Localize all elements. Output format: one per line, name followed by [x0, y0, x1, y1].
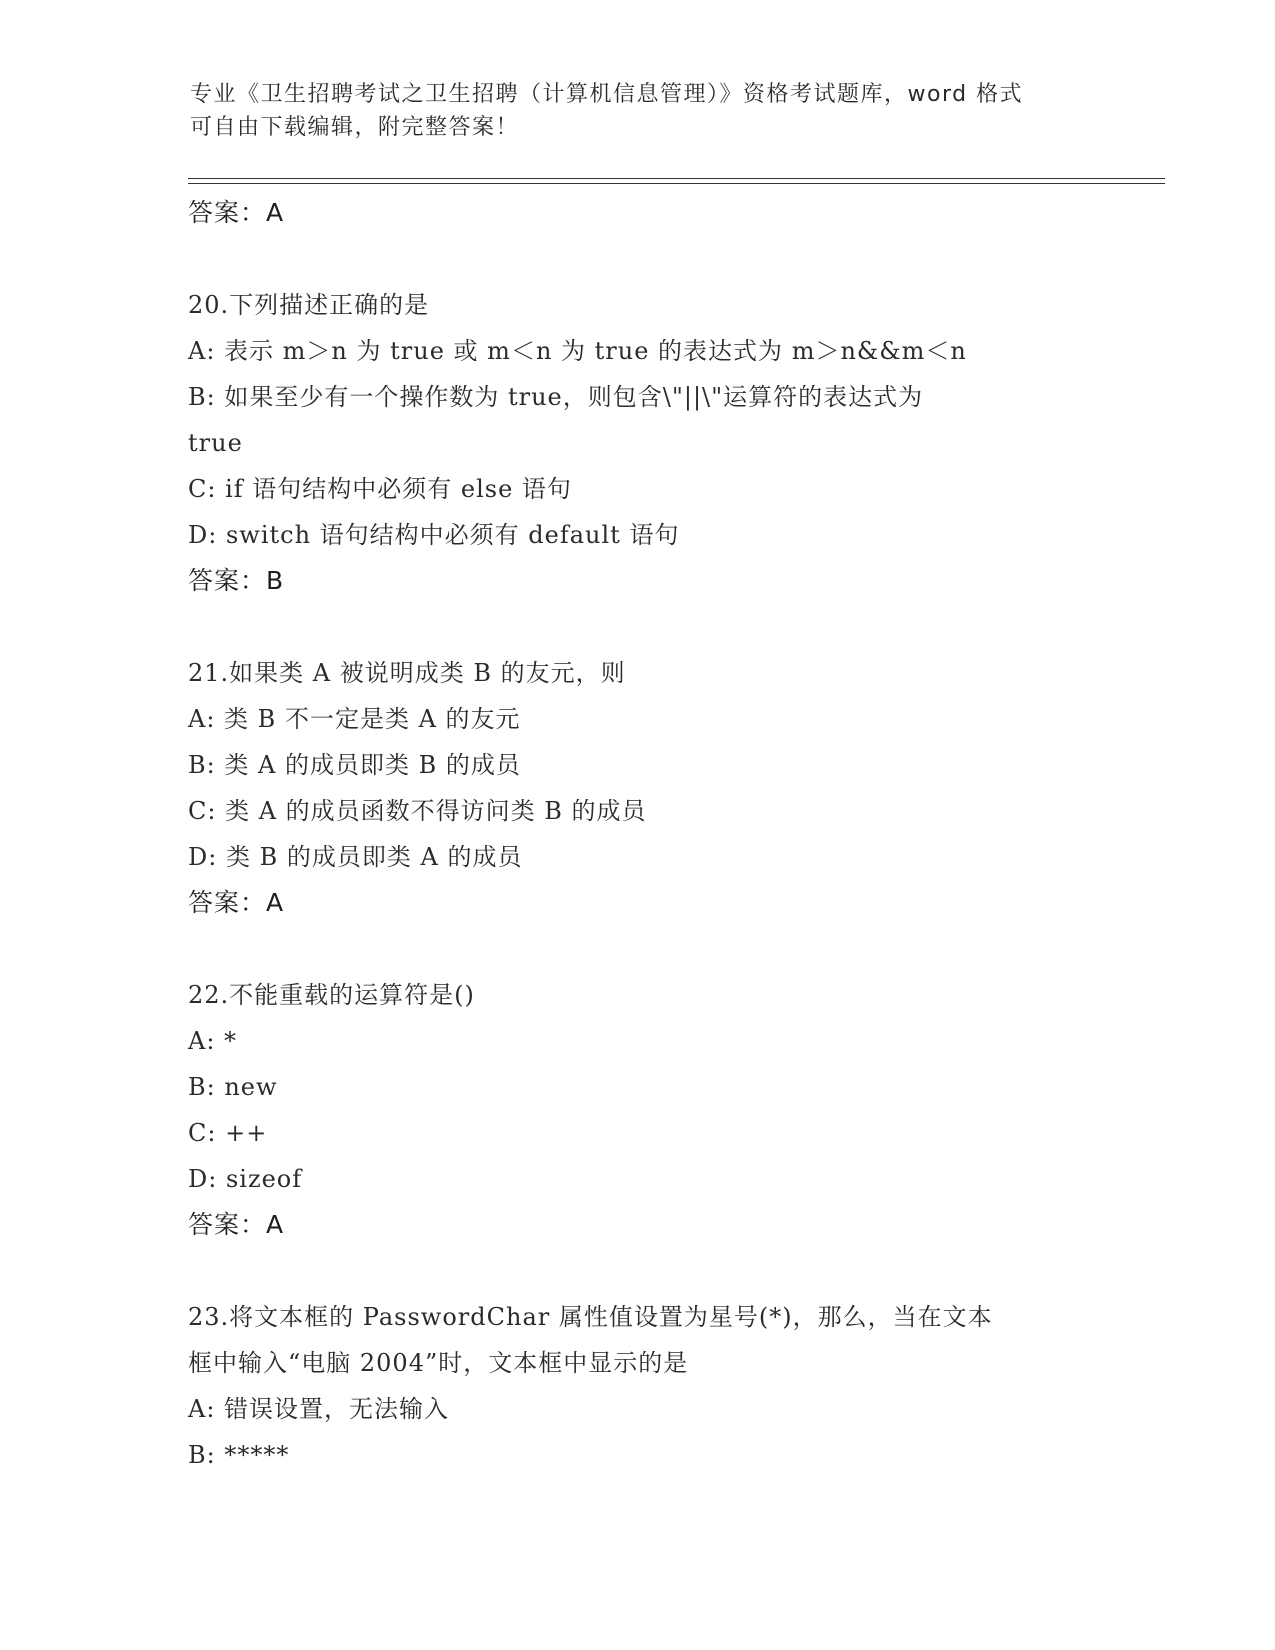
- question-block-21: [188, 650, 1088, 926]
- option-c: C: ++: [188, 1119, 268, 1147]
- answer-line: [188, 558, 1088, 604]
- option-a: A: 表示 m＞n 为 true 或 m＜n 为 true 的表达式为 m＞n&&m＜n: [188, 337, 967, 365]
- option-c: C: if 语句结构中必须有 else 语句: [188, 475, 572, 503]
- option-b: B: 如果至少有一个操作数为 true，则包含\"||\"运算符的表达式为: [188, 383, 924, 411]
- question-stem: 23.将文本框的 PasswordChar 属性值设置为星号(*)，那么，当在文本: [188, 1303, 993, 1331]
- header-rule-bottom: [188, 183, 1165, 184]
- answer-value: A: [266, 888, 285, 917]
- option-d: D: 类 B 的成员即类 A 的成员: [188, 843, 523, 871]
- option-b-continued: true: [188, 429, 243, 457]
- answer-value: A: [266, 198, 285, 227]
- answer-value: B: [266, 566, 285, 595]
- question-stem: 20.下列描述正确的是: [188, 291, 430, 319]
- option-a: A: 类 B 不一定是类 A 的友元: [188, 705, 521, 733]
- header-line-2: 可自由下载编辑，附完整答案！: [190, 115, 520, 140]
- question-block-22: [188, 972, 1088, 1248]
- header-rule-top: [188, 178, 1165, 179]
- question-block-20: [188, 282, 1088, 604]
- answer-line: [188, 880, 1088, 926]
- spacer: [188, 236, 1088, 282]
- spacer: [188, 604, 1088, 650]
- option-d: D: sizeof: [188, 1165, 303, 1193]
- question-list: [188, 190, 1088, 1478]
- answer-prefix: 答案：: [188, 888, 267, 917]
- option-b: B: new: [188, 1073, 278, 1101]
- answer-prefix: 答案：: [188, 198, 267, 227]
- option-c: C: 类 A 的成员函数不得访问类 B 的成员: [188, 797, 647, 825]
- answer-prefix: 答案：: [188, 566, 267, 595]
- answer-line: [188, 1202, 1088, 1248]
- spacer: [188, 1248, 1088, 1294]
- answer-line: [188, 190, 1088, 236]
- spacer: [188, 926, 1088, 972]
- option-b: B: *****: [188, 1441, 290, 1469]
- question-stem-continued: 框中输入“电脑 2004”时，文本框中显示的是: [188, 1349, 689, 1377]
- question-stem: 22.不能重载的运算符是(): [188, 981, 475, 1009]
- answer-prefix: 答案：: [188, 1210, 267, 1239]
- answer-value: A: [266, 1210, 285, 1239]
- option-d: D: switch 语句结构中必须有 default 语句: [188, 521, 680, 549]
- option-b: B: 类 A 的成员即类 B 的成员: [188, 751, 521, 779]
- question-block-23: [188, 1294, 1088, 1478]
- option-a: A: 错误设置，无法输入: [188, 1395, 450, 1423]
- header-line-1: 专业《卫生招聘考试之卫生招聘（计算机信息管理）》资格考试题库，word 格式: [190, 82, 1024, 107]
- option-a: A: *: [188, 1027, 238, 1055]
- question-stem: 21.如果类 A 被说明成类 B 的友元，则: [188, 659, 626, 687]
- document-header: [190, 78, 1090, 144]
